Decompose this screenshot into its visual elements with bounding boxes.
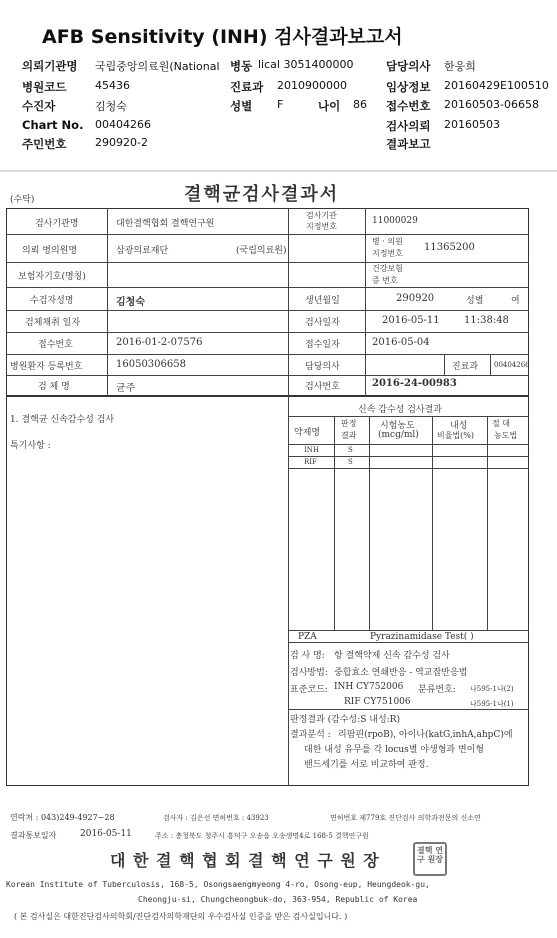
section-divider [0,170,557,172]
pza-value: Pyrazinamidase Test( ) [370,632,474,642]
req-org-value: 국립중앙의료원(National [95,60,220,73]
test-no-value: 2016-24-00983 [372,378,457,389]
clinical-value: 20160429E100510 [444,79,549,92]
footer-org: 대 한 결 핵 협 회 결 핵 연 구 원 장 [110,851,380,870]
footer-notice-label: 결과통보일자 [10,831,57,840]
col-judge-2: 결과 [341,431,357,440]
org-label: 검사기관명 [35,219,79,229]
exam-name-label: 검 사 명: [290,651,325,661]
stamp-corner: (수탁) [10,195,35,205]
patient-reg-value: 16050306658 [116,359,186,370]
judge-text: 판정결과 (감수성:S 내성:R) [290,715,400,725]
class-inh: 나595-1나(2) [470,685,514,693]
subject-label: 수검자성명 [30,296,74,306]
footer-en-1: Korean Institute of Tuberculosis, 168-5, Osongsaengmyeong 4-ro, Osong-eup, Heungdeok-gu, [6,880,430,889]
form-dept-label: 진료과 [452,362,479,372]
analysis-1: 리팜핀(rpoB), 아이나(katG,inhA,ahpC)에 [338,730,513,740]
col-abs-1: 절 대 [492,419,510,428]
class-label: 분류번호: [418,685,456,695]
footer-cert: ( 본 검사실은 대한진단검사의학회/진단검사의학재단의 우수검사실 인증을 받은 검사실입니다. ) [14,912,348,921]
patient-label: 수진자 [22,99,56,113]
age-value: 86 [353,98,367,111]
patient-value: 김청숙 [95,100,127,113]
dept-value: 2010900000 [277,79,347,92]
ward-label: 병동 [230,59,253,73]
pza-label: PZA [298,632,317,642]
sex-value-form: 여 [511,296,520,306]
row-result-inh: S [348,446,353,454]
row-drug-inh: INH [304,446,319,454]
footer-license: 면허번호 제779호 진단검사 의학과전문의 신소연 [330,814,481,822]
form-dept-value: 00404266 [494,361,530,369]
analysis-3: 밴드세기를 서로 비교하여 판정. [304,760,429,770]
doctor-value: 한웅희 [444,60,476,73]
dob-value: 290920 [396,293,435,304]
col-ratio-2: 비율법(%) [437,431,475,440]
recv-date-label: 접수일자 [305,340,340,350]
hosp-code-label: 병원코드 [22,80,67,94]
recv-no-value: 2016-01-2-07576 [116,337,203,348]
specimen-value: 균주 [116,383,136,394]
sex-label: 성별 [230,99,253,113]
doctor-label: 담당의사 [386,59,431,73]
patient-reg-label: 병원환자 등록번호 [10,362,83,372]
col-ratio-1: 내성 [450,421,468,431]
org-no-label-1: 검사기관 [306,211,337,220]
exam-name-value: 항 결핵약제 신속 감수성 검사 [334,651,450,661]
analysis-2: 대한 내성 유무를 각 locus별 야생형과 변이형 [304,745,485,755]
method-label: 검사방법: [290,668,328,678]
req-date-value: 20160503 [444,118,500,131]
chart-label: Chart No. [22,118,84,132]
hosp-no-value: 11365200 [424,242,475,253]
req-org-label: 의뢰기관명 [22,59,78,73]
analysis-label: 결과분석 : [290,730,331,740]
sex-value: F [277,98,284,111]
id-value: 290920-2 [95,136,148,149]
footer-examiner: 검사자 : 김은선 면허번호 : 43923 [163,814,269,822]
footer-address: 주소 : 충청북도 청주시 흥덕구 오송읍 오송생명4로 168-5 결핵연구원 [155,832,369,840]
test-time-value: 11:38:48 [464,315,509,326]
footer-phone: 연락처 : 043)249-4927~28 [10,813,115,822]
row-drug-rif: RIF [304,458,317,466]
dept-label: 진료과 [230,80,264,94]
rapid-title: 신속 감수성 검사결과 [358,405,442,415]
recv-date-value: 2016-05-04 [372,337,430,348]
special-label: 특기사항 : [10,441,51,451]
insure-label-2: 증 번호 [372,276,398,285]
recv-no-label: 접수번호 [38,340,73,350]
receipt-label: 접수번호 [386,99,431,113]
test-date-label: 검사일자 [305,318,340,328]
seal-text: 결핵 연구 원장 [417,845,443,864]
subject-value: 김청숙 [116,297,145,308]
code-label: 표준코드: [290,685,328,695]
method-value: 중합효소 연쇄반응 - 역교잡반응법 [334,668,468,678]
test-no-label: 검사번호 [305,382,340,392]
col-judge-1: 판정 [341,419,357,428]
clinical-label: 임상정보 [386,80,431,94]
req-hosp-value: 삼광의료재단 [116,246,169,256]
footer-en-2: Cheongju-si, Chungcheongbuk-do, 363-954, Republic of Korea [138,895,418,904]
footer-notice-date: 2016-05-11 [80,829,132,839]
form-title: 결핵균검사결과서 [184,184,340,205]
class-rif: 나595-1나(1) [470,700,514,708]
collect-label: 검체채취 일자 [25,318,81,328]
receipt-value: 20160503-06658 [444,98,539,111]
insure-label-1: 건강보험 [372,264,403,273]
col-conc-2: (mcg/ml) [378,430,419,440]
official-seal [413,842,447,876]
hosp-no-label-2: 지정번호 [372,249,403,258]
org-no-label-2: 지정번호 [306,222,337,231]
dob-label: 생년월일 [305,296,340,306]
req-date-label: 검사의뢰 [386,119,431,133]
test-date-value: 2016-05-11 [382,315,440,326]
form-doctor-label: 담당의사 [305,362,340,372]
col-drug: 약제명 [294,428,321,438]
hosp-no-label-1: 병 · 의원 [372,237,403,246]
row-result-rif: S [348,458,353,466]
insurer-label: 보험자기호(명칭) [18,272,86,282]
sex-label-form: 성별 [466,296,484,306]
info-table [6,208,529,396]
age-label: 나이 [318,99,341,113]
code-rif: RIF CY751006 [344,697,411,707]
req-hosp-extra: (국립의료원) [236,246,287,256]
item-label: 1. 결핵균 신속감수성 검사 [10,415,115,425]
id-label: 주민번호 [22,137,67,151]
req-hosp-label: 의뢰 병의원명 [22,246,78,256]
col-abs-2: 농도법 [494,431,518,440]
report-title: AFB Sensitivity (INH) 검사결과보고서 [42,26,403,48]
col-conc-1: 시험농도 [380,421,415,431]
code-inh: INH CY752006 [334,682,404,692]
org-no-value: 11000029 [372,216,418,226]
chart-value: 00404266 [95,118,151,131]
org-value: 대한결핵협회 결핵연구원 [116,219,215,229]
ward-value: lical 3051400000 [258,58,354,71]
hosp-code-value: 45436 [95,79,130,92]
specimen-label: 검 체 명 [38,382,70,392]
report-label: 결과보고 [386,137,431,151]
